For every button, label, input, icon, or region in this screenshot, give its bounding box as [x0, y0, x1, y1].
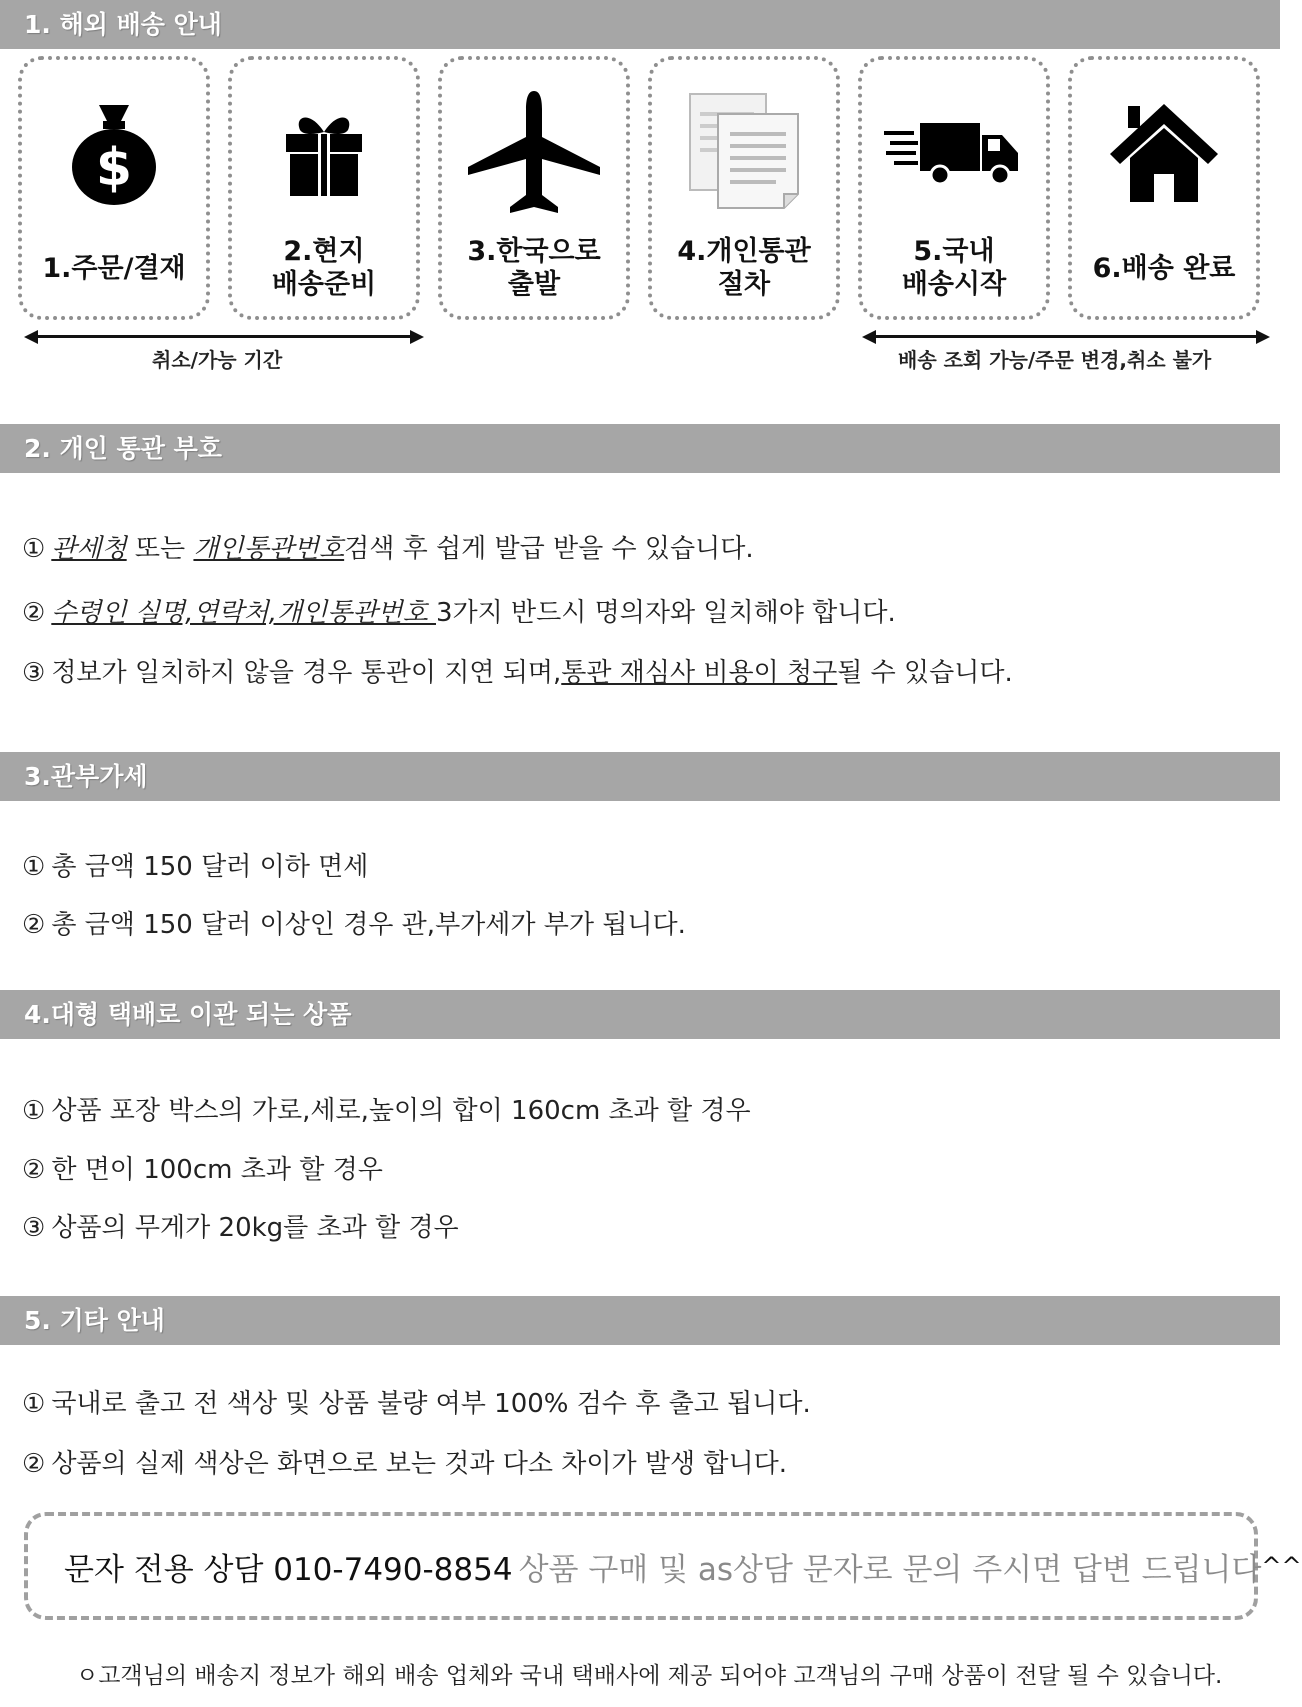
tax-item-2: ② 총 금액 150 달러 이상인 경우 관,부가세가 부가 됩니다. [22, 910, 686, 940]
money-bag-icon [22, 82, 206, 222]
step-depart-korea [438, 56, 630, 320]
step-label: 6.배송 완료 [1092, 252, 1236, 284]
etc-item-2: ② 상품의 실제 색상은 화면으로 보는 것과 다소 차이가 발생 합니다. [22, 1449, 787, 1479]
step-label: 3.한국으로 출발 [467, 236, 601, 300]
cancel-range-label: 취소/가능 기간 [152, 348, 283, 372]
customs-item-1: ① 관세청 또는 개인통관번호검색 후 쉽게 발급 받을 수 있습니다. [22, 534, 754, 564]
airplane-icon [442, 82, 626, 222]
step-customs [648, 56, 840, 320]
step-label: 1.주문/결재 [42, 252, 186, 284]
tax-item-1: ① 총 금액 150 달러 이하 면세 [22, 852, 369, 882]
step-delivery-complete [1068, 56, 1260, 320]
footnote: ㅇ고객님의 배송지 정보가 해외 배송 업체와 국내 택배사에 제공 되어야 고객님의 구매 상품이 전달 될 수 있습니다. [76, 1663, 1223, 1689]
shipping-steps [18, 56, 1263, 320]
section-header-customs: 2. 개인 통관 부호 [0, 424, 1280, 473]
contact-phone[interactable]: 문자 전용 상담 010-7490-8854 [64, 1551, 513, 1588]
large-item-1: ① 상품 포장 박스의 가로,세로,높이의 합이 160cm 초과 할 경우 [22, 1096, 751, 1126]
customs-item-3: ③ 정보가 일치하지 않을 경우 통관이 지연 되며,통관 재심사 비용이 청구될 수 있습니다. [22, 658, 1013, 688]
section-header-etc: 5. 기타 안내 [0, 1296, 1280, 1345]
link-customs-office[interactable]: 관세청 [51, 534, 127, 564]
section-header-tax: 3.관부가세 [0, 752, 1280, 801]
step-label: 4.개인통관 절차 [677, 236, 811, 300]
link-customs-number[interactable]: 개인통관번호 [193, 534, 345, 564]
step-label: 5.국내 배송시작 [901, 236, 1007, 300]
house-icon [1072, 82, 1256, 222]
etc-item-1: ① 국내로 출고 전 색상 및 상품 불량 여부 100% 검수 후 출고 됩니다. [22, 1389, 811, 1419]
documents-icon [652, 82, 836, 222]
customs-item-2: ② 수령인 실명,연락처,개인통관번호 3가지 반드시 명의자와 일치해야 합니다. [22, 598, 896, 628]
step-domestic-shipping [858, 56, 1050, 320]
large-item-2: ② 한 면이 100cm 초과 할 경우 [22, 1155, 383, 1185]
section-header-shipping: 1. 해외 배송 안내 [0, 0, 1280, 49]
step-order-payment [18, 56, 210, 320]
delivery-truck-icon [862, 82, 1046, 222]
large-item-3: ③ 상품의 무게가 20kg를 초과 할 경우 [22, 1213, 459, 1243]
contact-description: 상품 구매 및 as상담 문자로 문의 주시면 답변 드립니다 [518, 1551, 1262, 1588]
svg-text:$: $ [95, 138, 133, 198]
tracking-range-label: 배송 조회 가능/주문 변경,취소 불가 [898, 348, 1212, 372]
gift-box-icon [232, 82, 416, 222]
step-label: 2.현지 배송준비 [271, 236, 377, 300]
contact-emoticon: ^^ [1261, 1552, 1302, 1580]
section-header-large-parcel: 4.대형 택배로 이관 되는 상품 [0, 990, 1280, 1039]
contact-box [24, 1512, 1302, 1620]
step-local-prep [228, 56, 420, 320]
